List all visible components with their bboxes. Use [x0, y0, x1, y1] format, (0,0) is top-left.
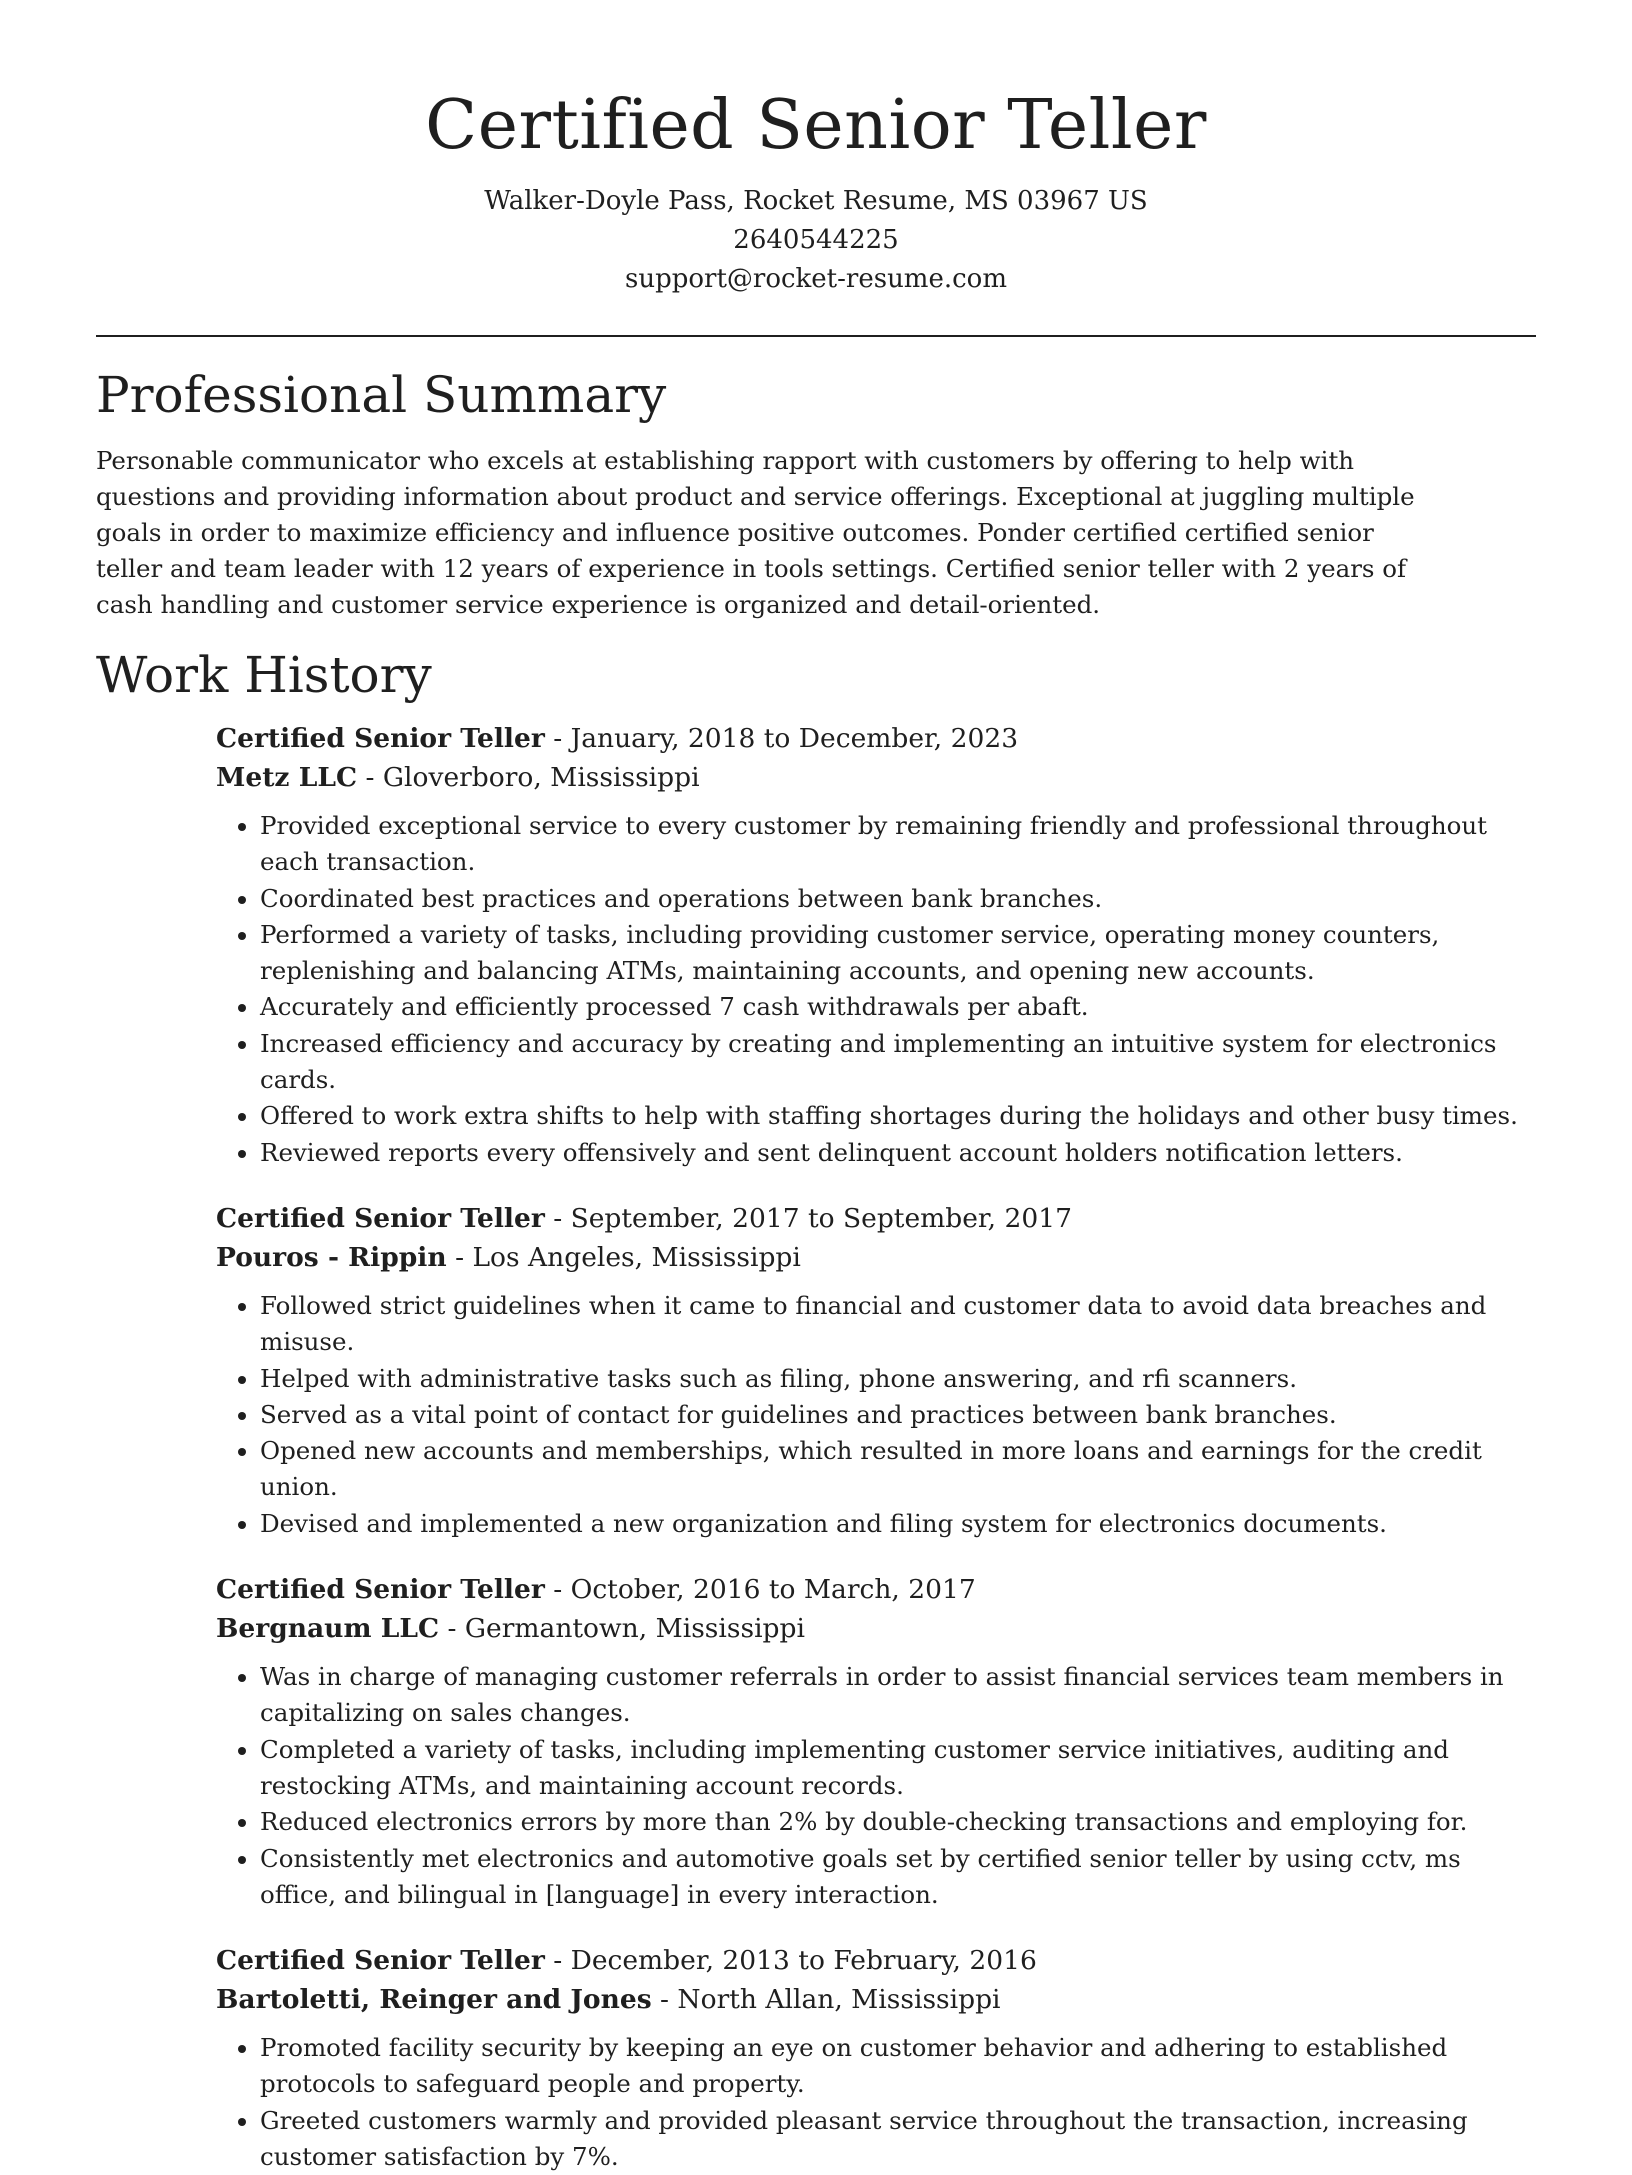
job-company: Bartoletti, Reinger and Jones — [216, 1984, 652, 2016]
job-role: Certified Senior Teller — [216, 723, 545, 754]
email: support@rocket-resume.com — [624, 264, 1007, 294]
job-bullet: • Performed a variety of tasks, including providing customer service, operating money counters, replenishing and balancing ATMs, maintaining accounts, and opening new accounts. — [260, 917, 1536, 990]
job-company-line — [216, 1238, 1536, 1277]
job-role: Certified Senior Teller — [216, 1945, 545, 1977]
job-bullets — [216, 808, 1536, 1171]
job-company: Bergnaum LLC — [216, 1613, 440, 1645]
header-divider — [96, 335, 1536, 337]
job-dates: - October, 2016 to March, 2017 — [544, 1574, 976, 1606]
job-bullet: • Opened new accounts and memberships, which resulted in more loans and earnings for the credit union. — [260, 1433, 1536, 1506]
summary-text: Personable communicator who excels at establishing rapport with customers by offering to help with questions and providing information about product and service offerings. Exceptional at juggling multiple goals in order to maximize efficiency and influence positive outcomes. Ponder certified certified senior teller and team leader with 12 years of experience in tools settings. Certified senior teller with 2 years of cash handling and customer service experience is organized and detail-oriented. — [96, 446, 1415, 619]
job-role: Certified Senior Teller — [216, 1574, 545, 1606]
job-title-line — [216, 1941, 1536, 1980]
resume-page — [96, 0, 1536, 2175]
job-entry — [216, 1199, 1536, 1542]
job-entry — [216, 719, 1536, 1171]
job-company: Pouros - Rippin — [216, 1241, 447, 1273]
job-title-line — [216, 1570, 1536, 1609]
job-bullets — [216, 1659, 1536, 1913]
job-entry — [216, 1570, 1536, 1913]
job-bullet: • Increased efficiency and accuracy by creating and implementing an intuitive system for electronics cards. — [260, 1026, 1536, 1099]
job-bullet: • Helped with administrative tasks such as filing, phone answering, and rfi scanners. — [260, 1361, 1536, 1397]
job-location: - Gloverboro, Mississippi — [357, 762, 700, 793]
job-title-line — [216, 1199, 1536, 1238]
phone: 2640544225 — [733, 225, 899, 255]
job-bullet: • Accurately and efficiently processed 7 cash withdrawals per abaft. — [260, 989, 1536, 1025]
work-history-heading: Work History — [96, 646, 432, 704]
job-bullet: • Offered to work extra shifts to help with staffing shortages during the holidays and other busy times. — [260, 1098, 1536, 1134]
job-bullet: • Greeted customers warmly and provided pleasant service throughout the transaction, increasing customer satisfaction by 7%. — [260, 2103, 1536, 2175]
resume-header — [96, 0, 1536, 299]
job-bullet: • Reduced electronics errors by more than 2% by double-checking transactions and employing for. — [260, 1804, 1536, 1840]
job-bullet: • Provided exceptional service to every customer by remaining friendly and professional throughout each transaction. — [260, 808, 1536, 881]
job-bullets — [216, 1288, 1536, 1542]
job-bullet: • Reviewed reports every offensively and sent delinquent account holders notification letters. — [260, 1135, 1536, 1171]
job-bullet: • Followed strict guidelines when it came to financial and customer data to avoid data breaches and misuse. — [260, 1288, 1536, 1361]
job-bullets — [216, 2030, 1536, 2175]
job-company-line — [216, 758, 1536, 797]
job-bullet: • Promoted facility security by keeping an eye on customer behavior and adhering to established protocols to safeguard people and property. — [260, 2030, 1536, 2103]
job-bullet: • Devised and implemented a new organization and filing system for electronics documents. — [260, 1506, 1536, 1542]
work-history-list — [216, 719, 1536, 2175]
job-bullet: • Consistently met electronics and automotive goals set by certified senior teller by using cctv, ms office, and bilingual in [language] in every interaction. — [260, 1841, 1536, 1914]
job-title-line — [216, 719, 1536, 758]
job-bullet: • Was in charge of managing customer referrals in order to assist financial services team members in capitalizing on sales changes. — [260, 1659, 1536, 1732]
job-company: Metz LLC — [216, 762, 358, 793]
job-dates: - January, 2018 to December, 2023 — [544, 723, 1019, 754]
contact-info — [96, 182, 1536, 299]
job-bullet: • Completed a variety of tasks, including implementing customer service initiatives, auditing and restocking ATMs, and maintaining account records. — [260, 1732, 1536, 1805]
job-location: - Germantown, Mississippi — [439, 1613, 805, 1645]
job-company-line — [216, 1609, 1536, 1648]
job-dates: - September, 2017 to September, 2017 — [544, 1202, 1072, 1234]
job-bullet: • Served as a vital point of contact for guidelines and practices between bank branches. — [260, 1397, 1536, 1433]
job-location: - Los Angeles, Mississippi — [446, 1241, 801, 1273]
job-entry — [216, 1941, 1536, 2175]
job-company-line — [216, 1980, 1536, 2019]
job-bullet: • Coordinated best practices and operations between bank branches. — [260, 881, 1536, 917]
job-dates: - December, 2013 to February, 2016 — [544, 1945, 1037, 1977]
candidate-name: Certified Senior Teller — [425, 86, 1207, 165]
summary-heading: Professional Summary — [96, 366, 667, 424]
address: Walker-Doyle Pass, Rocket Resume, MS 03967 US — [484, 186, 1148, 216]
job-location: - North Allan, Mississippi — [651, 1984, 1001, 2016]
job-role: Certified Senior Teller — [216, 1202, 545, 1234]
